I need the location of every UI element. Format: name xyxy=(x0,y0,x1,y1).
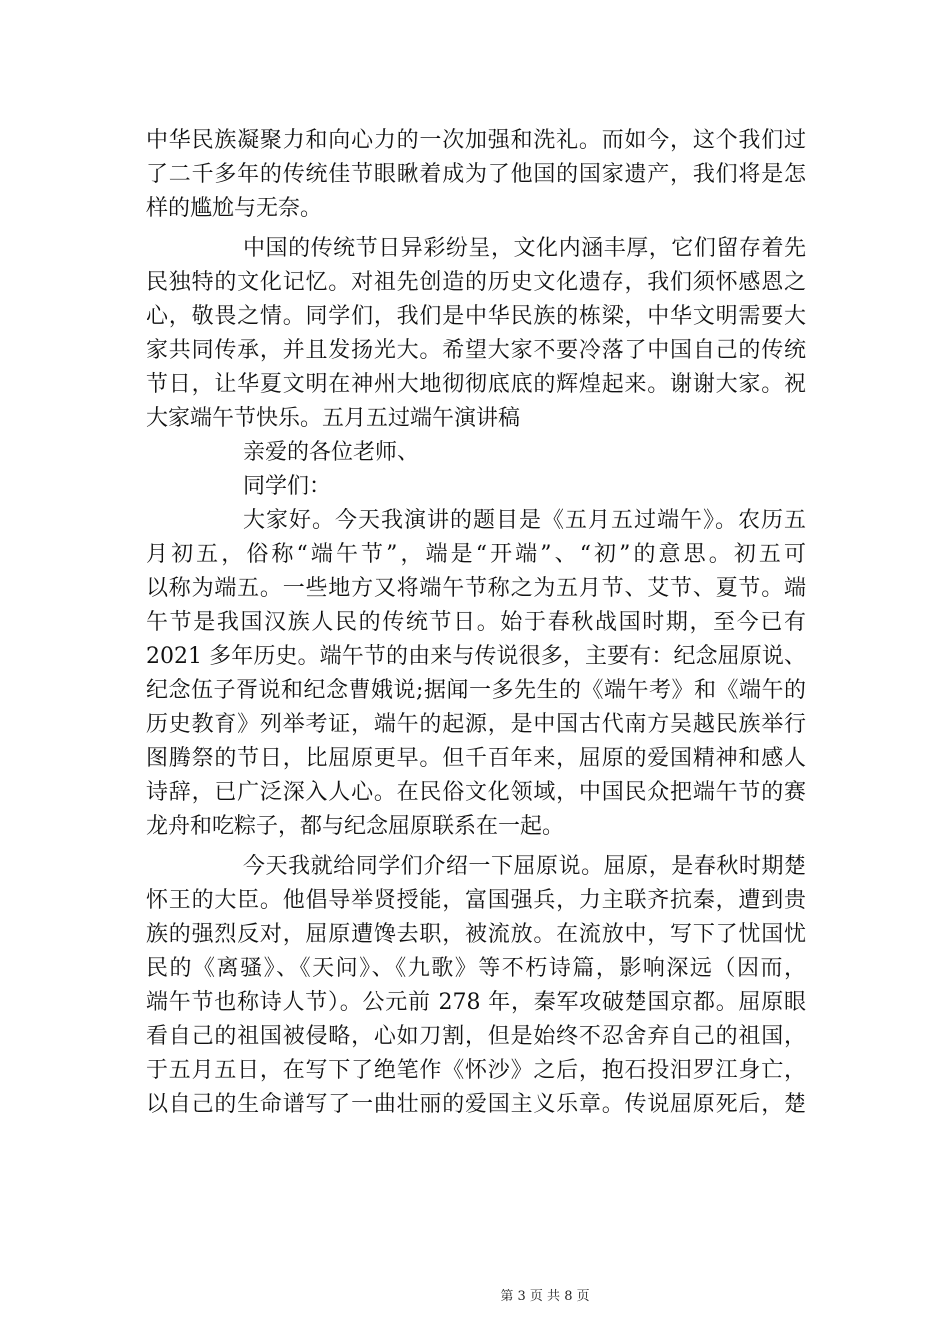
salutation-line: 亲爱的各位老师、 xyxy=(243,440,420,465)
page-footer xyxy=(0,1288,950,1306)
text-line: 端午节也称诗人节）。公元前 278 年，秦军攻破楚国京都。屈原眼 xyxy=(146,990,806,1015)
text-line: 月初五，俗称“端午节”，端是“开端”、“初”的意思。初五可 xyxy=(146,542,806,567)
text-line: 家共同传承，并且发扬光大。希望大家不要冷落了中国自己的传统 xyxy=(146,338,806,363)
page-number: 第 3 页 共 8 页 xyxy=(500,1289,590,1304)
text-line: 纪念伍子胥说和纪念曹娥说;据闻一多先生的《端午考》和《端午的 xyxy=(146,678,806,703)
text-line: 看自己的祖国被侵略，心如刀割，但是始终不忍舍弃自己的祖国， xyxy=(146,1024,806,1049)
text-line: 民独特的文化记忆。对祖先创造的历史文化遗存，我们须怀感恩之 xyxy=(146,270,806,295)
text-line: 样的尴尬与无奈。 xyxy=(146,196,323,221)
document-body xyxy=(146,124,806,1122)
text-line: 了二千多年的传统佳节眼瞅着成为了他国的国家遗产，我们将是怎 xyxy=(146,162,806,187)
text-line: 以自己的生命谱写了一曲壮丽的爱国主义乐章。传说屈原死后，楚 xyxy=(146,1092,806,1117)
text-line: 今天我就给同学们介绍一下屈原说。屈原，是春秋时期楚 xyxy=(243,854,806,879)
salutation-line: 同学们： xyxy=(243,474,332,499)
text-line: 于五月五日，在写下了绝笔作《怀沙》之后，抱石投汨罗江身亡， xyxy=(146,1058,806,1083)
text-line: 2021 多年历史。端午节的由来与传说很多，主要有：纪念屈原说、 xyxy=(146,644,806,669)
text-line: 族的强烈反对，屈原遭馋去职，被流放。在流放中，写下了忧国忧 xyxy=(146,922,806,947)
text-line: 以称为端五。一些地方又将端午节称之为五月节、艾节、夏节。端 xyxy=(146,576,806,601)
text-line: 大家端午节快乐。五月五过端午演讲稿 xyxy=(146,406,521,431)
text-line: 午节是我国汉族人民的传统节日。始于春秋战国时期，至今已有 xyxy=(146,610,806,635)
text-line: 历史教育》列举考证，端午的起源，是中国古代南方吴越民族举行 xyxy=(146,712,806,737)
text-line: 节日，让华夏文明在神州大地彻彻底底的辉煌起来。谢谢大家。祝 xyxy=(146,372,806,397)
text-line: 图腾祭的节日，比屈原更早。但千百年来，屈原的爱国精神和感人 xyxy=(146,746,806,771)
text-line: 民的《离骚》、《天问》、《九歌》等不朽诗篇，影响深远（因而， xyxy=(146,956,806,981)
text-line: 大家好。今天我演讲的题目是《五月五过端午》。农历五 xyxy=(243,508,806,533)
text-line: 龙舟和吃粽子，都与纪念屈原联系在一起。 xyxy=(146,814,565,839)
text-line: 中华民族凝聚力和向心力的一次加强和洗礼。而如今，这个我们过 xyxy=(146,128,806,153)
text-line: 怀王的大臣。他倡导举贤授能，富国强兵，力主联齐抗秦，遭到贵 xyxy=(146,888,806,913)
text-line: 中国的传统节日异彩纷呈，文化内涵丰厚，它们留存着先 xyxy=(243,236,806,261)
text-line: 心，敬畏之情。同学们，我们是中华民族的栋梁，中华文明需要大 xyxy=(146,304,806,329)
text-line: 诗辞，已广泛深入人心。在民俗文化领域，中国民众把端午节的赛 xyxy=(146,780,806,805)
